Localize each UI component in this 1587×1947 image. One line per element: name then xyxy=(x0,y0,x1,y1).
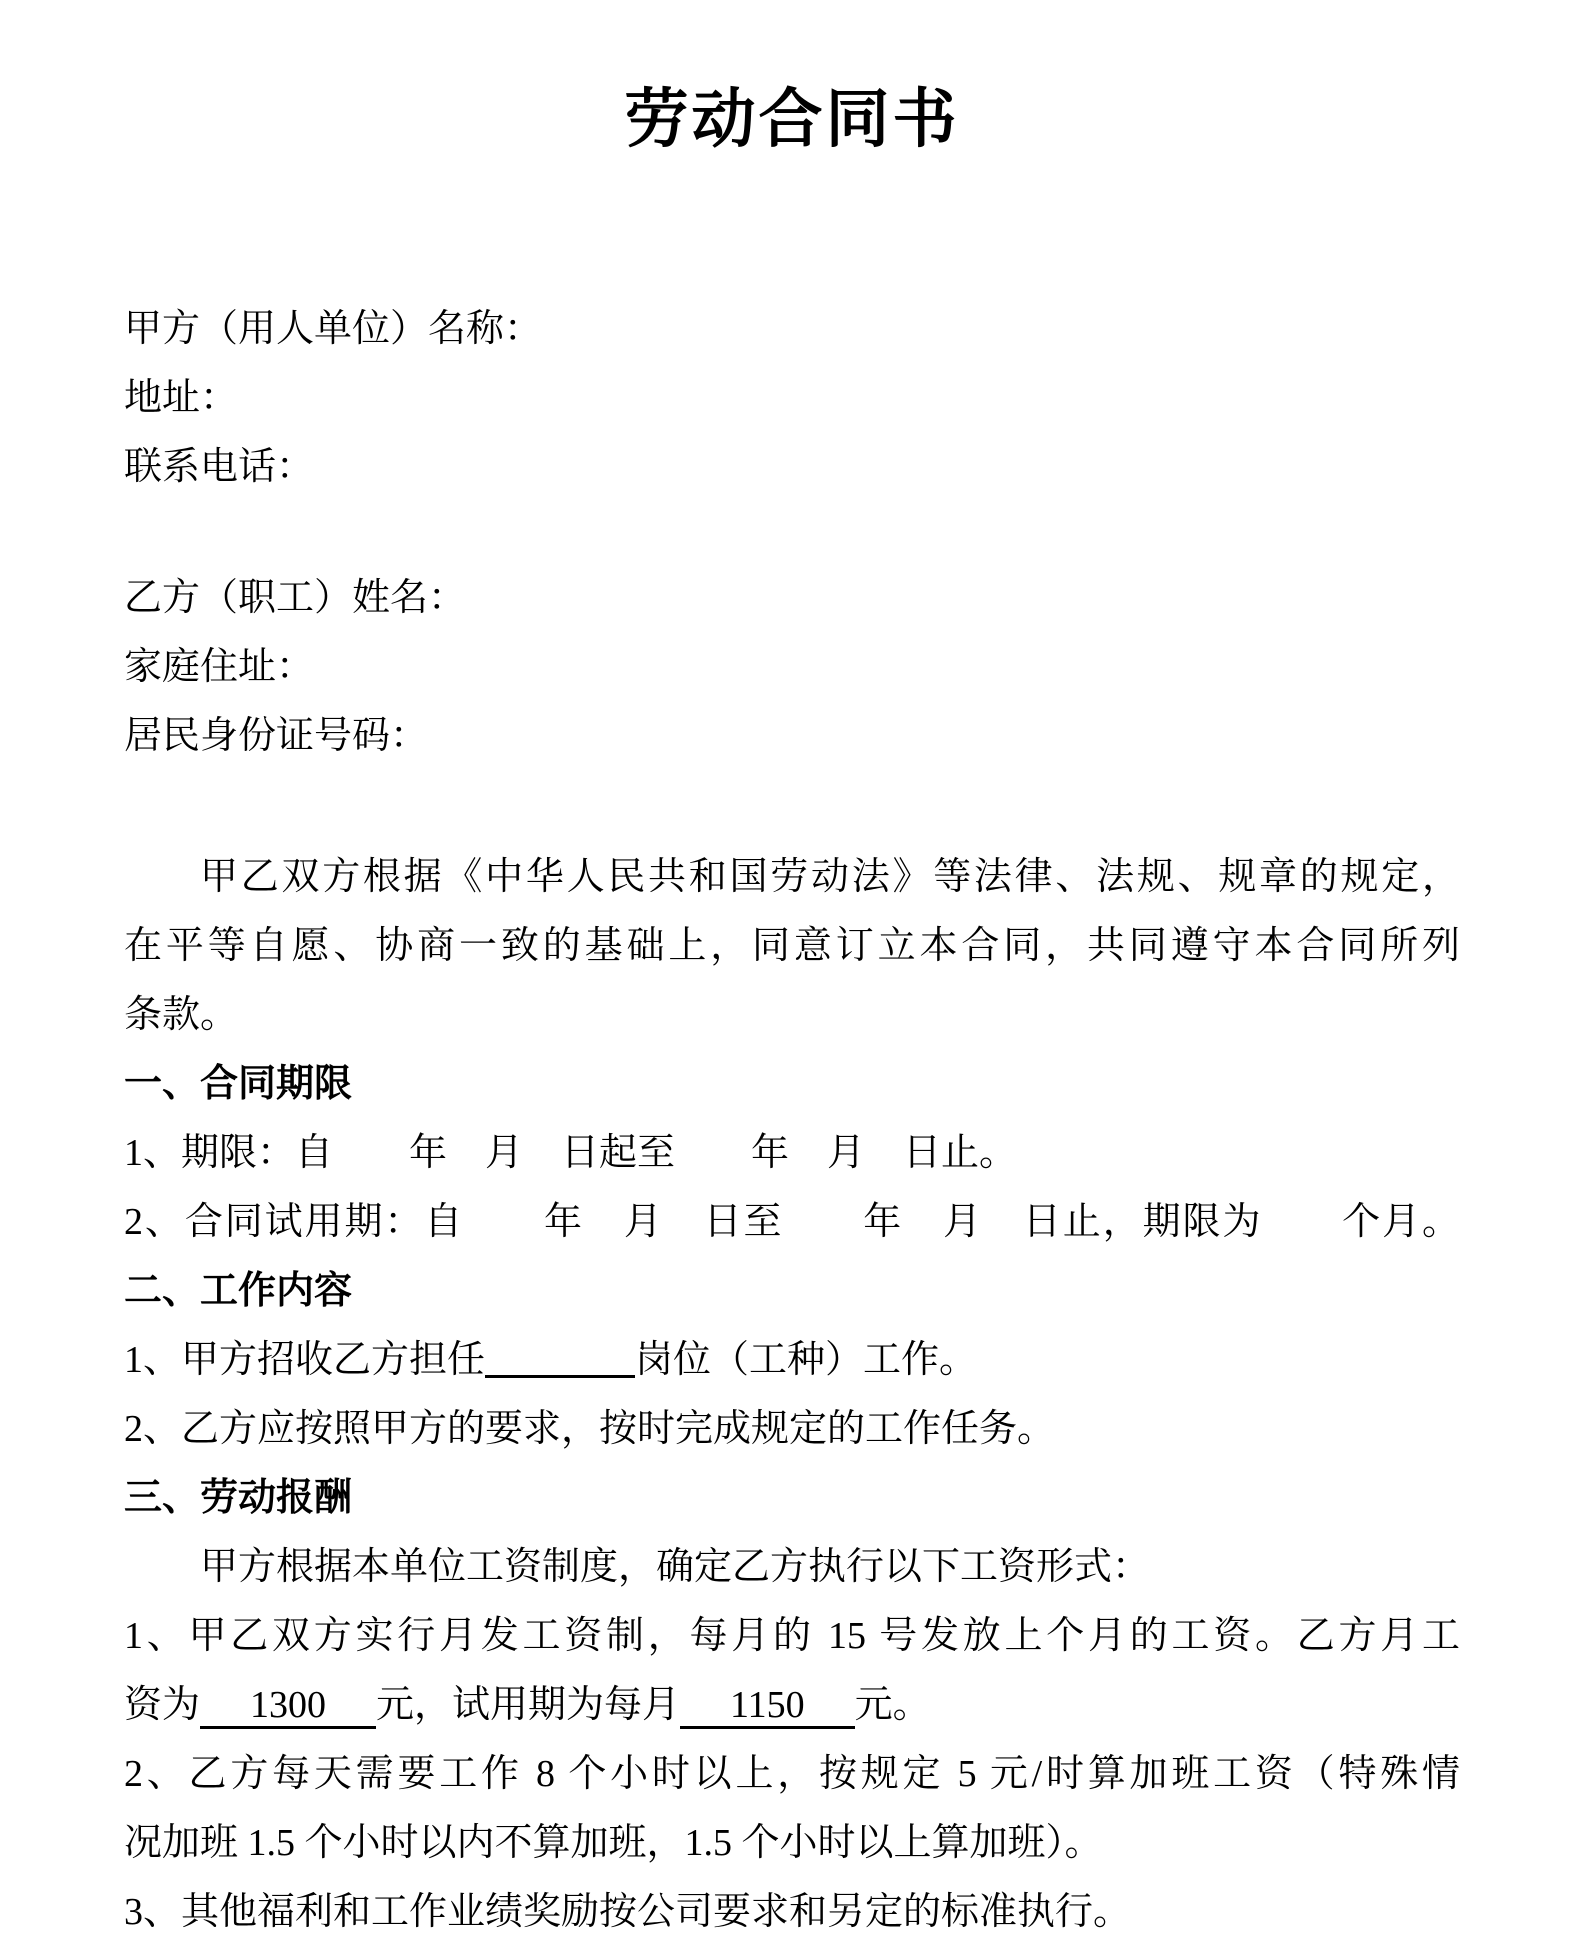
term-item-1: 1、期限：自 年 月 日起至 年 月 日止。 xyxy=(124,1132,1018,1174)
section-work-heading: 二、工作内容 xyxy=(124,1270,353,1312)
spacer xyxy=(124,771,1460,843)
pay-item-1-line-2-prefix: 资为 xyxy=(124,1684,201,1726)
pay-item-1-line-2-middle: 元，试用期为每月 xyxy=(376,1684,681,1726)
preamble-line-2: 在平等自愿、协商一致的基础上，同意订立本合同，共同遵守本合同所列 xyxy=(124,925,1460,967)
pay-item-3: 3、其他福利和工作业绩奖励按公司要求和另定的标准执行。 xyxy=(124,1891,1132,1933)
party-b-name-label: 乙方（职工）姓名： xyxy=(124,577,467,619)
work-item-1-prefix: 1、甲方招收乙方担任 xyxy=(124,1339,486,1381)
pay-item-1-line-2-suffix: 元。 xyxy=(854,1684,931,1726)
pay-item-1-line-2 xyxy=(124,1671,1460,1740)
pay-intro: 甲方根据本单位工资制度，确定乙方执行以下工资形式： xyxy=(200,1546,1151,1588)
preamble-line-1: 甲乙双方根据《中华人民共和国劳动法》等法律、法规、规章的规定， xyxy=(200,856,1460,898)
pay-item-1-line-1: 1、甲乙双方实行月发工资制，每月的 15 号发放上个月的工资。乙方月工 xyxy=(124,1615,1460,1657)
spacer xyxy=(124,502,1460,564)
preamble-line-3: 条款。 xyxy=(124,994,239,1036)
party-a-address-label: 地址： xyxy=(124,377,239,419)
pay-item-2-line-2: 况加班 1.5 个小时以内不算加班，1.5 个小时以上算加班）。 xyxy=(124,1822,1103,1864)
monthly-salary-value: 1300 xyxy=(200,1684,376,1729)
party-a-name-label: 甲方（用人单位）名称： xyxy=(124,308,543,350)
probation-salary-value: 1150 xyxy=(680,1684,855,1729)
work-item-1 xyxy=(124,1326,1460,1395)
work-item-1-suffix: 岗位（工种）工作。 xyxy=(635,1339,978,1381)
pay-item-2-line-1: 2、乙方每天需要工作 8 个小时以上，按规定 5 元/时算加班工资（特殊情 xyxy=(124,1753,1460,1795)
section-pay-heading: 三、劳动报酬 xyxy=(124,1477,353,1519)
party-a-phone-label: 联系电话： xyxy=(124,446,315,488)
section-term-heading: 一、合同期限 xyxy=(124,1063,353,1105)
position-blank-underline xyxy=(485,1335,635,1378)
party-b-home-address-label: 家庭住址： xyxy=(124,646,315,688)
work-item-2: 2、乙方应按照甲方的要求，按时完成规定的工作任务。 xyxy=(124,1408,1056,1450)
term-item-2: 2、合同试用期：自 年 月 日至 年 月 日止，期限为 个月。 xyxy=(124,1201,1460,1243)
document-body xyxy=(124,295,1460,1947)
party-b-id-label: 居民身份证号码： xyxy=(124,715,429,757)
page-title: 劳动合同书 xyxy=(624,84,960,155)
